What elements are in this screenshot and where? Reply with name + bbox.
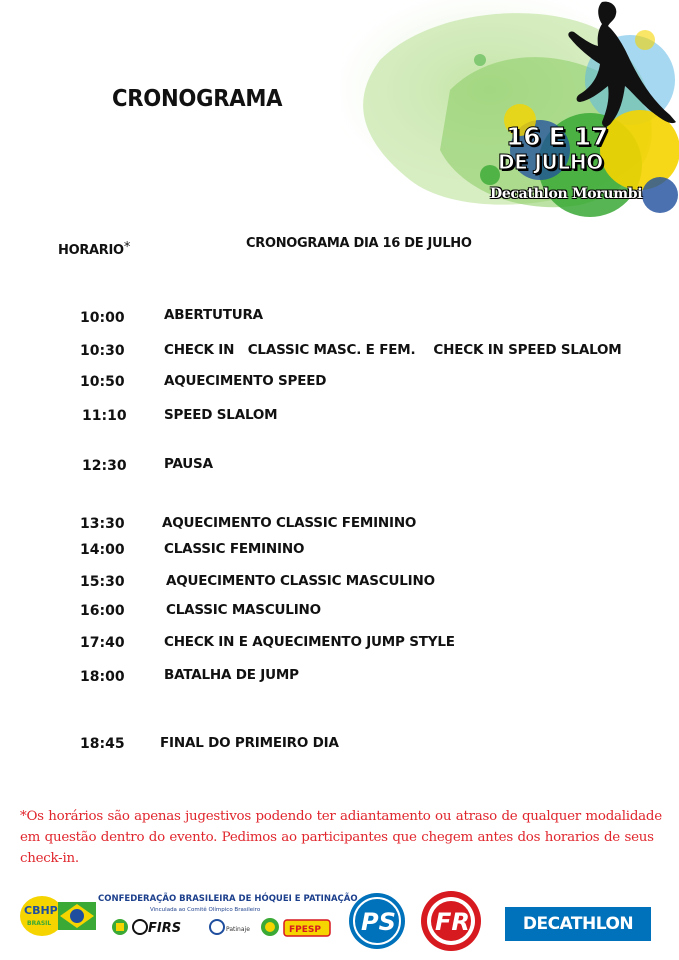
event-dates: 16 E 17 (506, 122, 608, 151)
schedule-activity: AQUECIMENTO CLASSIC MASCULINO (166, 573, 435, 589)
schedule-time: 15:30 (80, 574, 125, 590)
schedule-time: 11:10 (82, 408, 127, 424)
schedule-activity: ABERTUTURA (164, 307, 263, 323)
fr-label: FR (435, 908, 470, 936)
page-title: CRONOGRAMA (112, 86, 283, 112)
firs-label: FIRS (148, 921, 182, 936)
decathlon-logo: DECATHLON (505, 907, 651, 941)
patinaje-label: Patinaje (226, 926, 250, 933)
event-venue: Decathlon Morumbi (490, 186, 643, 202)
schedule-activity: AQUECIMENTO CLASSIC FEMININO (162, 515, 417, 531)
schedule-time: 14:00 (80, 542, 125, 558)
schedule-time: 18:45 (80, 736, 125, 752)
schedule-activity: CHECK IN CLASSIC MASC. E FEM. CHECK IN SPEED SLALOM (164, 342, 622, 358)
schedule-time: 10:00 (80, 310, 125, 326)
schedule-time: 10:50 (80, 374, 125, 390)
confederation-subtitle: Vinculada ao Comitê Olímpico Brasileiro (150, 907, 261, 913)
schedule-activity: CLASSIC MASCULINO (166, 602, 321, 618)
schedule-time: 13:30 (80, 516, 125, 532)
event-month: DE JULHO (498, 150, 603, 174)
footnote-mark: * (123, 240, 131, 255)
firs-icon (133, 920, 147, 934)
confederation-name: CONFEDERAÇÃO BRASILEIRA DE HÓQUEI E PATINAÇÃO (98, 894, 358, 904)
time-column-header (58, 240, 130, 258)
day-schedule-title: CRONOGRAMA DIA 16 DE JULHO (246, 236, 472, 251)
schedule-activity: CLASSIC FEMININO (164, 541, 305, 557)
time-column-label: HORARIO (58, 243, 124, 258)
schedule-activity: AQUECIMENTO SPEED (164, 373, 327, 389)
schedule-activity: CHECK IN E AQUECIMENTO JUMP STYLE (164, 634, 455, 650)
cbhp-logo (20, 894, 98, 938)
schedule-time: 16:00 (80, 603, 125, 619)
schedule-activity: SPEED SLALOM (164, 407, 278, 423)
schedule-activity: BATALHA DE JUMP (164, 667, 299, 683)
cbhp-abbr: CBHP (24, 904, 58, 917)
schedule-time: 18:00 (80, 669, 125, 685)
schedule-disclaimer: *Os horários são apenas jugestivos podendo ter adiantamento ou atraso de qualquer modalidade em questão dentro do evento. Pedimos ao participantes que chegem antes dos horarios de seus check-in. (20, 809, 662, 866)
ps-label: PS (361, 908, 396, 936)
schedule-time: 17:40 (80, 635, 125, 651)
schedule-activity: PAUSA (164, 456, 213, 472)
patinaje-icon (210, 920, 224, 934)
sponsor-footer (0, 870, 679, 960)
schedule-time: 12:30 (82, 458, 127, 474)
fpesp-label: FPESP (289, 925, 321, 935)
fr-skates-logo (420, 890, 482, 952)
schedule-activity: FINAL DO PRIMEIRO DIA (160, 735, 339, 751)
schedule-time: 10:30 (80, 343, 125, 359)
federation-logos (112, 914, 334, 940)
cbhp-country: BRASIL (27, 920, 52, 927)
event-banner (340, 0, 679, 228)
ps-logo (348, 892, 406, 950)
